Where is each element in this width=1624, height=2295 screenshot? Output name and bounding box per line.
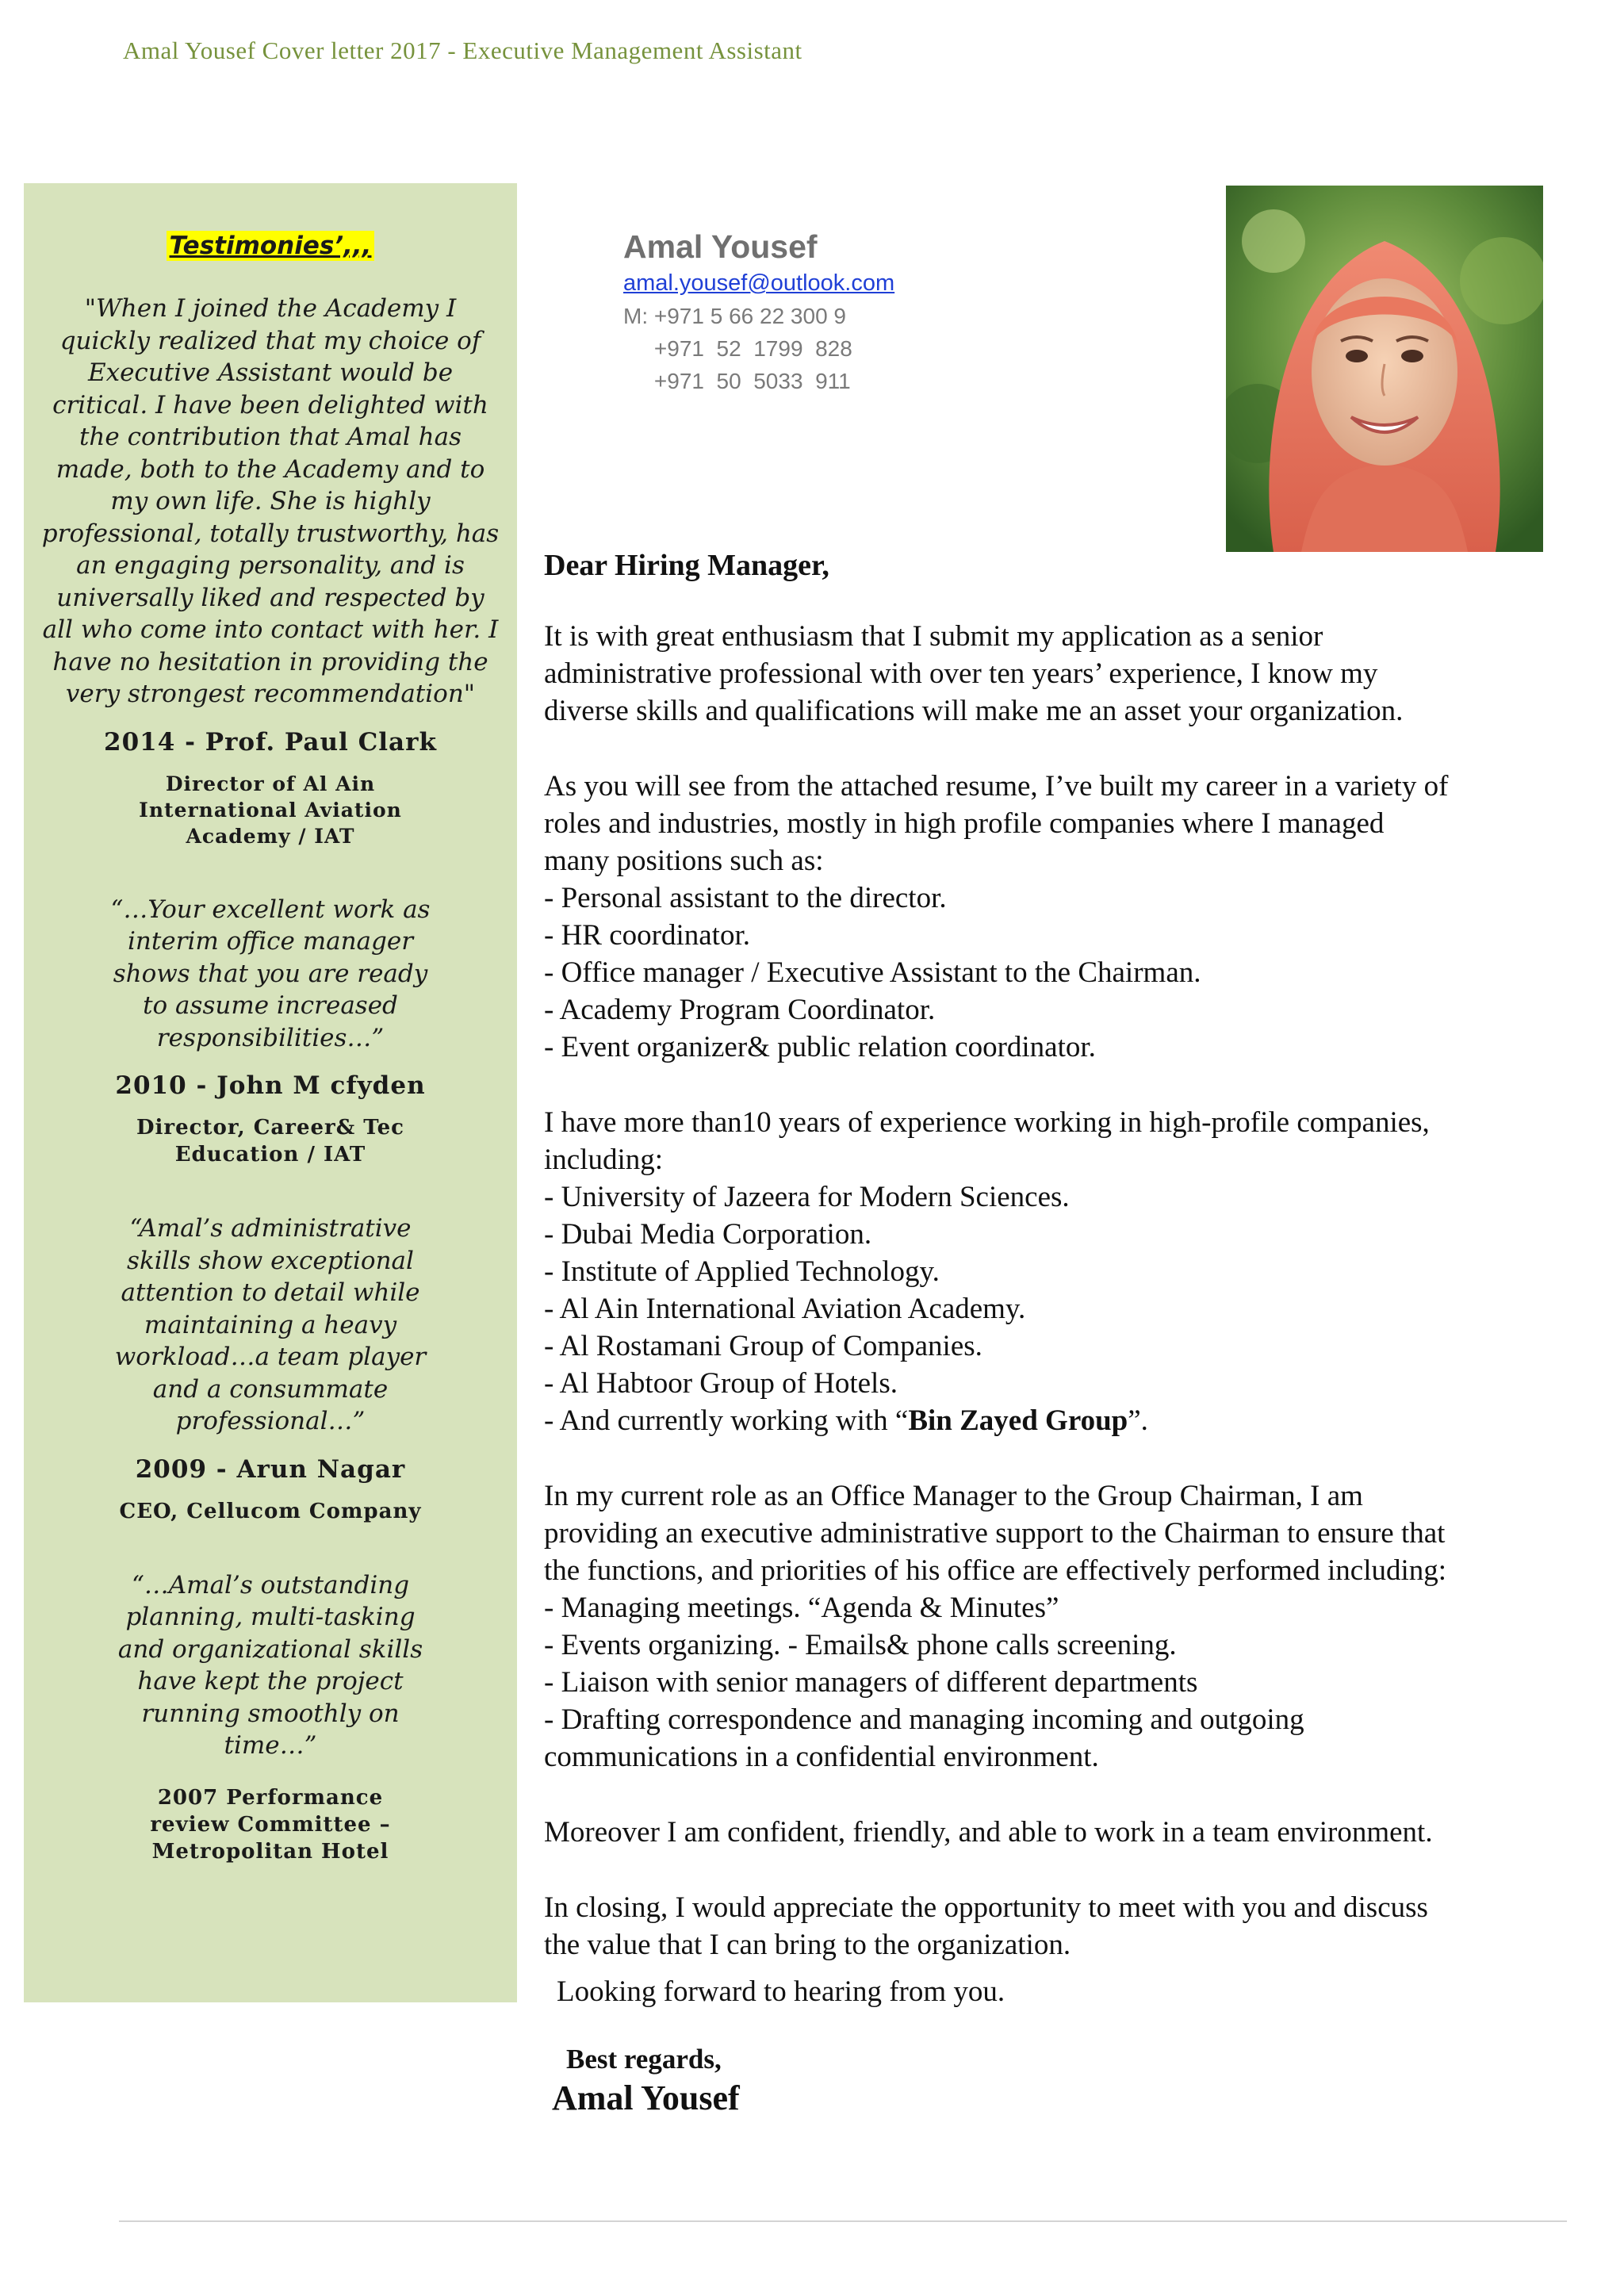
current-employer: Bin Zayed Group [908, 1404, 1128, 1437]
testimonial-author: 2009 - Arun Nagar [135, 1454, 406, 1484]
footer-divider [119, 2220, 1567, 2222]
list-item-text: ”. [1128, 1404, 1148, 1437]
testimonial-role: Director of Al Ain International Aviation Academy / IAT [139, 772, 402, 848]
paragraph-positions [544, 768, 1575, 1066]
phone-number: +971 52 1799 828 [623, 336, 852, 361]
list-item: - Events organizing. - Emails& phone calls screening. [544, 1629, 1177, 1661]
text-line: the value that I can bring to the organization. [544, 1929, 1071, 1961]
text-line: roles and industries, mostly in high profile companies where I managed [544, 807, 1385, 840]
testimonial-role: Director, Career& Tec Education / IAT [136, 1116, 405, 1167]
list-item: - Event organizer& public relation coordinator. [544, 1031, 1096, 1063]
text-line: In my current role as an Office Manager to the Group Chairman, I am [544, 1480, 1363, 1512]
testimonial-quote: “Amal’s administrative skills show exceptional attention to detail while maintaining a heavy workload…a team player and a consummate professional…” [114, 1214, 427, 1435]
phone-number: +971 50 5033 911 [623, 369, 851, 393]
paragraph-current-role [544, 1477, 1575, 1776]
testimonial-author: 2007 Performance review Committee – Metropolitan Hotel [150, 1785, 391, 1864]
list-item: - Dubai Media Corporation. [544, 1218, 872, 1251]
regards: Best regards, [566, 2044, 722, 2075]
testimonial-quote: “…Your excellent work as interim office manager shows that you are ready to assume increased responsibilities…” [110, 895, 431, 1052]
text-line: the functions, and priorities of his office are effectively performed including: [544, 1554, 1447, 1587]
list-item: - University of Jazeera for Modern Sciences. [544, 1181, 1070, 1213]
salutation: Dear Hiring Manager, [544, 549, 829, 582]
paragraph-intro [544, 618, 1575, 730]
testimonials-sidebar [24, 183, 517, 2002]
text-line: providing an executive administrative support to the Chairman to ensure that [544, 1517, 1446, 1550]
list-item: - Al Habtoor Group of Hotels. [544, 1367, 898, 1400]
list-item: - Institute of Applied Technology. [544, 1255, 940, 1288]
testimonial-quote: "When I joined the Academy I quickly realized that my choice of Executive Assistant would be critical. I have been delighted with the contribution that Amal has made, both to the Academy and to my own life. She is highly professional, totally trustworthy, has an engaging personality, and is universally liked and respected by all who come into contact with her. I have no hesitation in providing the very strongest recommendation" [41, 294, 500, 708]
phone-number: M: +971 5 66 22 300 9 [623, 304, 846, 328]
portrait-illustration [1226, 186, 1543, 552]
text-line: administrative professional with over ten years’ experience, I know my [544, 657, 1378, 690]
testimonial-quote: “…Amal’s outstanding planning, multi-tasking and organizational skills have kept the project running smoothly on time…” [117, 1570, 423, 1760]
list-item: - Personal assistant to the director. [544, 882, 947, 914]
testimonial-author: 2010 - John M cfyden [115, 1071, 426, 1100]
list-item: - Drafting correspondence and managing incoming and outgoing [544, 1703, 1304, 1736]
text-line: communications in a confidential environment. [544, 1741, 1099, 1773]
list-item: - Academy Program Coordinator. [544, 994, 936, 1026]
closing-line: Looking forward to hearing from you. [557, 1975, 1005, 2008]
text-line: diverse skills and qualifications will make me an asset your organization. [544, 695, 1404, 727]
list-item: - Liaison with senior managers of different departments [544, 1666, 1198, 1699]
contact-block [623, 227, 894, 397]
page-header-title: Amal Yousef Cover letter 2017 - Executive Management Assistant [123, 36, 802, 64]
testimonial-role: CEO, Cellucom Company [119, 1499, 422, 1523]
list-item: - Al Ain International Aviation Academy. [544, 1293, 1026, 1325]
text-line: I have more than10 years of experience working in high-profile companies, [544, 1106, 1430, 1139]
text-line: many positions such as: [544, 845, 824, 877]
list-item [544, 1402, 1575, 1439]
signature-name: Amal Yousef [552, 2079, 740, 2117]
paragraph-personality [544, 1814, 1575, 1851]
text-line: As you will see from the attached resume, I’ve built my career in a variety of [544, 770, 1449, 803]
text-line: Moreover I am confident, friendly, and able to work in a team environment. [544, 1816, 1433, 1849]
portrait-photo [1226, 186, 1543, 552]
text-line: including: [544, 1144, 664, 1176]
list-item: - Al Rostamani Group of Companies. [544, 1330, 982, 1362]
list-item-text: - And currently working with “ [544, 1404, 909, 1437]
text-line: It is with great enthusiasm that I submit my application as a senior [544, 620, 1323, 653]
paragraph-closing [544, 1889, 1575, 1964]
list-item: - Office manager / Executive Assistant to the Chairman. [544, 956, 1201, 989]
contact-name: Amal Yousef [623, 228, 818, 265]
paragraph-companies [544, 1104, 1575, 1439]
list-item: - Managing meetings. “Agenda & Minutes” [544, 1592, 1059, 1624]
cover-letter-body [544, 547, 1575, 2120]
testimonial-author: 2014 - Prof. Paul Clark [104, 727, 437, 757]
list-item: - HR coordinator. [544, 919, 750, 952]
email-link[interactable]: amal.yousef@outlook.com [623, 270, 895, 296]
testimonials-heading: Testimonies’,,, [167, 231, 375, 261]
text-line: In closing, I would appreciate the opportunity to meet with you and discuss [544, 1891, 1428, 1924]
